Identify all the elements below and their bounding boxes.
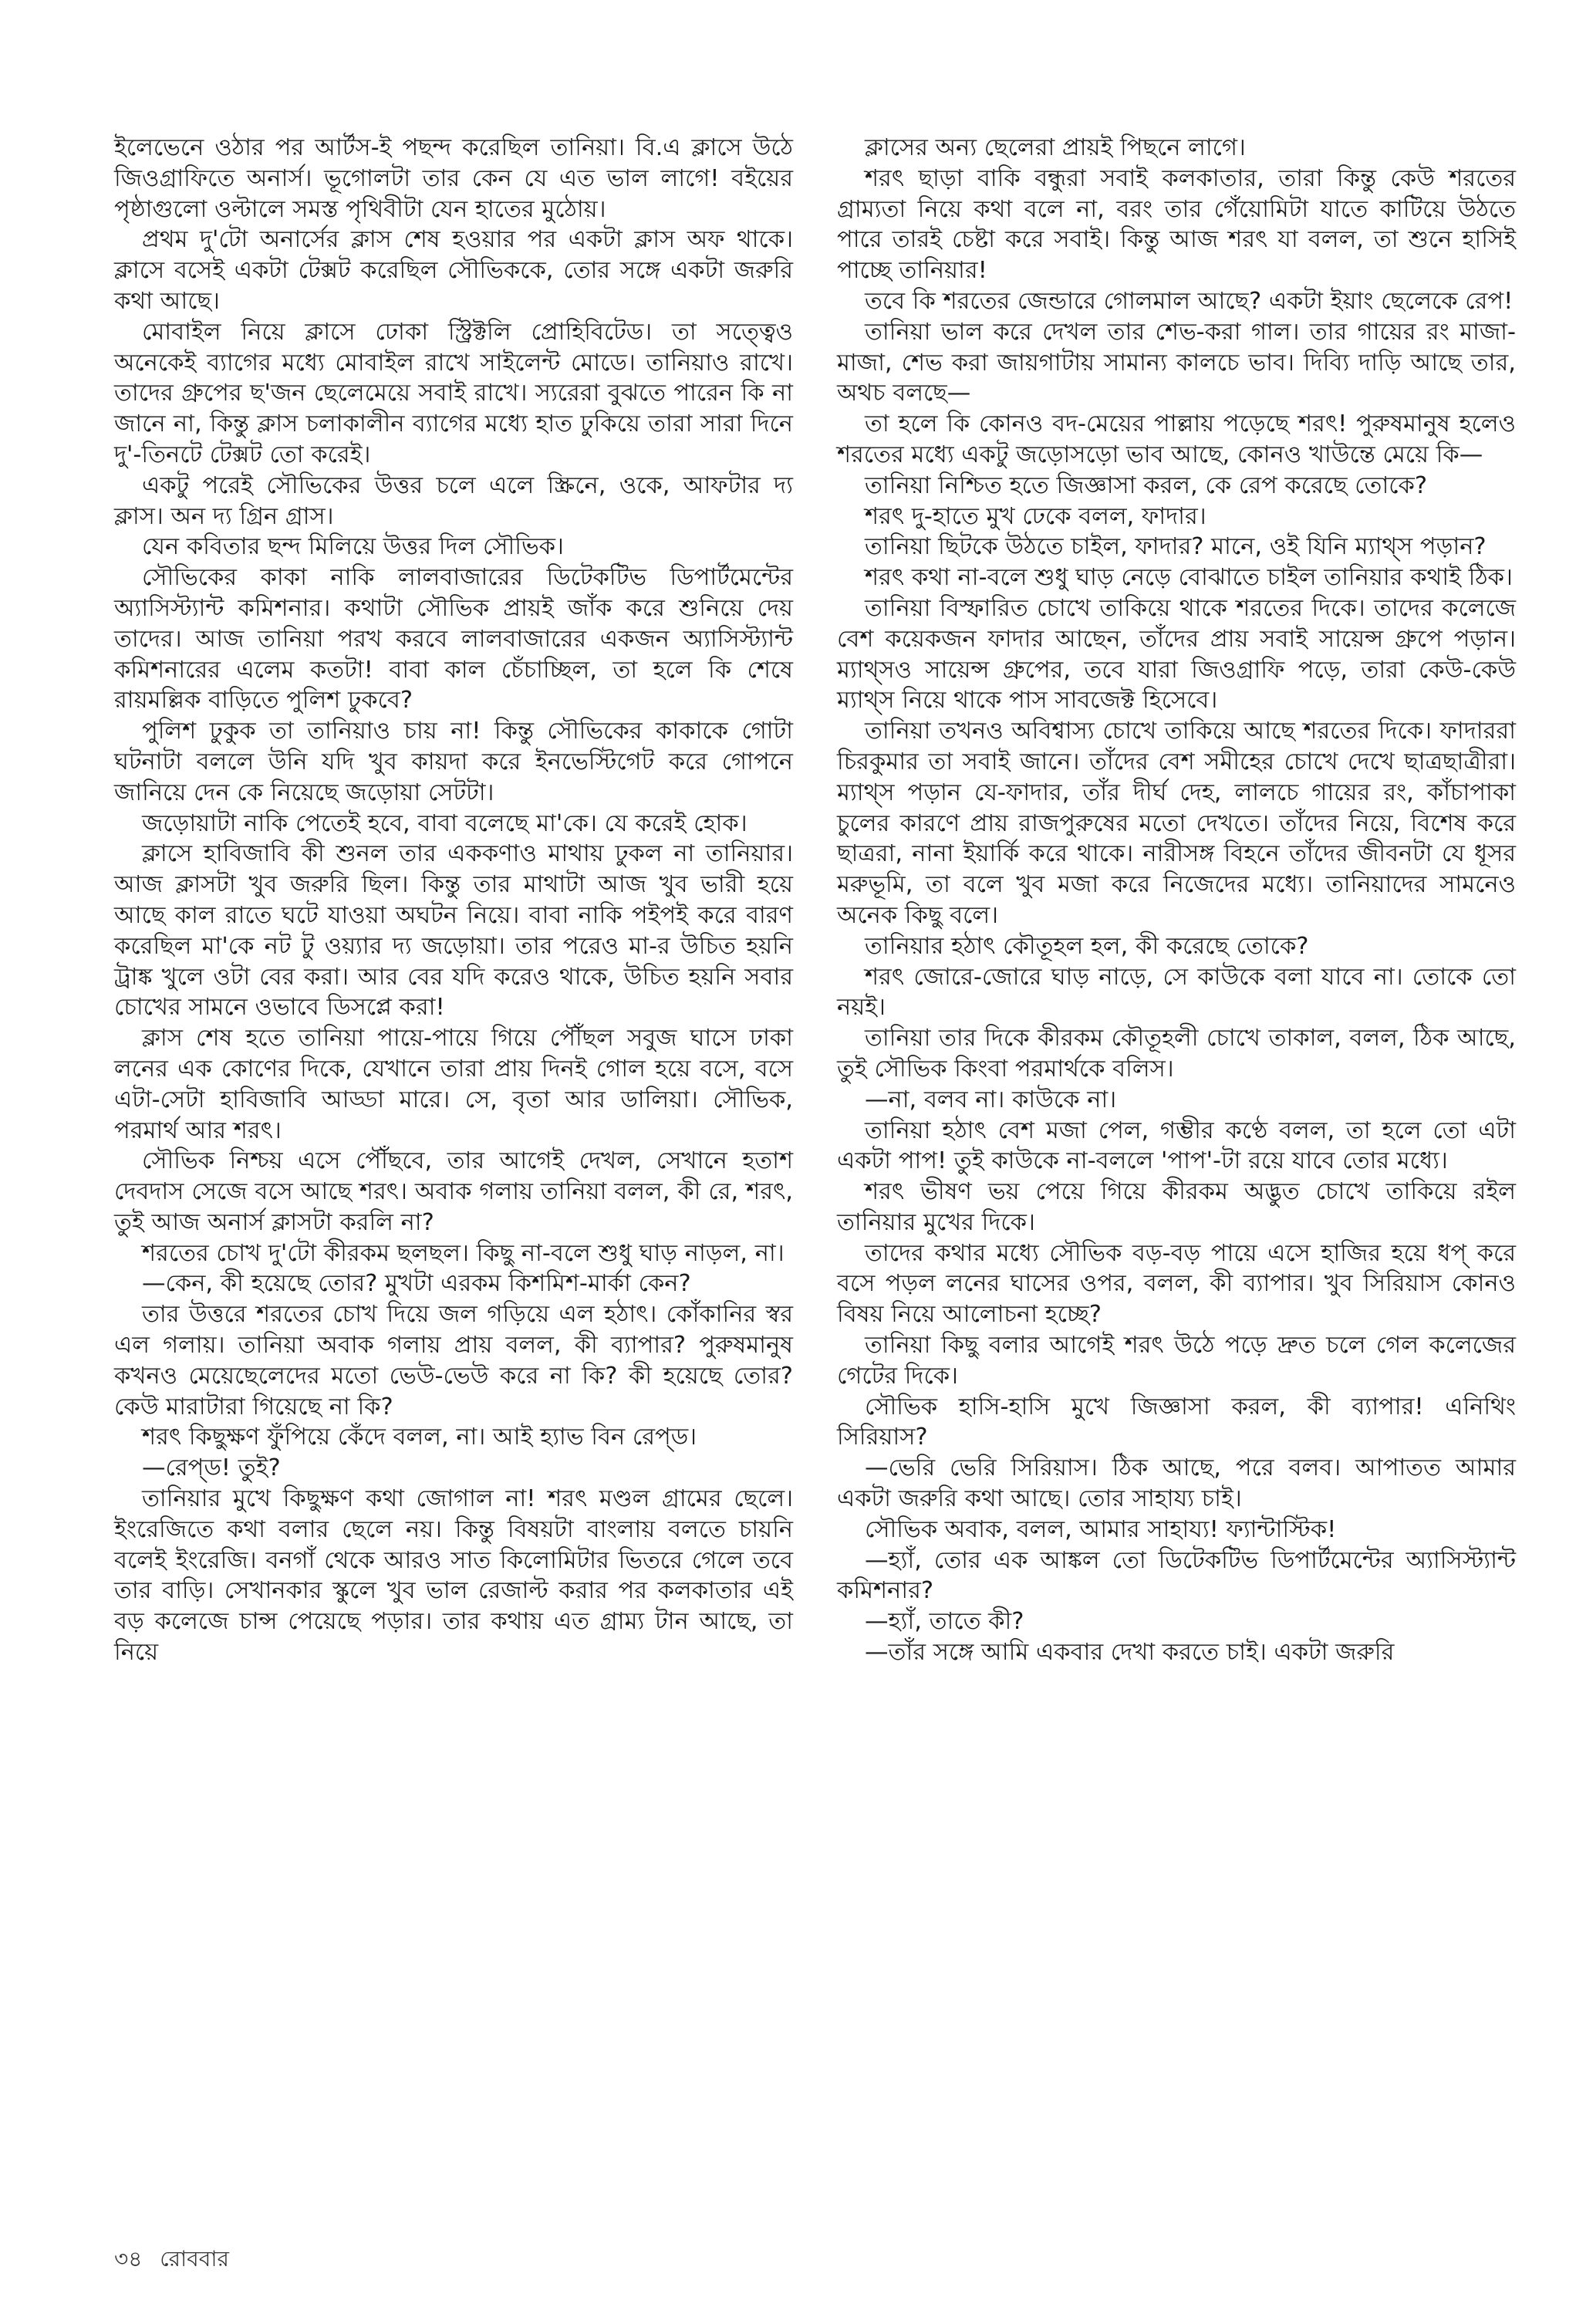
paragraph: তানিয়া কিছু বলার আগেই শরৎ উঠে পড়ে দ্রুত চলে গেল কলেজের গেটের দিকে।	[837, 1332, 1516, 1390]
paragraph: তানিয়া ভাল করে দেখল তার শেভ-করা গাল। তার গায়ের রং মাজা-মাজা, শেভ করা জায়গাটায় সামান্য কালচে ভাব। দিব্যি দাড়ি আছে তার, অথচ বলছে—	[837, 318, 1516, 407]
paragraph: —কেন, কী হয়েছে তোর? মুখটা এরকম কিশমিশ-মার্কা কেন?	[142, 1270, 691, 1298]
paragraph: শরৎ জোরে-জোরে ঘাড় নাড়ে, সে কাউকে বলা যাবে না। তোকে তো নয়ই।	[837, 963, 1516, 1022]
paragraph: শরৎ ছাড়া বাকি বন্ধুরা সবাই কলকাতার, তারা কিন্তু কেউ শরতের গ্রাম্যতা নিয়ে কথা বলে না, বরং তার গেঁয়োমিটা যাতে কাটিয়ে উঠতে পারে তারই চেষ্টা করে সবাই। কিন্তু আজ শরৎ যা বলল, তা শুনে হাসিই পাচ্ছে তানিয়ার!	[837, 164, 1516, 285]
paragraph: —হ্যাঁ, তোর এক আঙ্কল তো ডিটেকটিভ ডিপার্টমেন্টের অ্যাসিস্ট্যান্ট কমিশনার?	[837, 1546, 1516, 1605]
paragraph: সৌভিক অবাক, বলল, আমার সাহায্য! ফ্যান্টাস্টিক!	[865, 1515, 1337, 1543]
paragraph: তানিয়ার মুখে কিছুক্ষণ কথা জোগাল না! শরৎ মণ্ডল গ্রামের ছেলে। ইংরেজিতে কথা বলার ছেলে নয়। কিন্তু বিষয়টা বাংলায় বলতে চায়নি বলেই ইংরেজি। বনগাঁ থেকে আরও সাত কিলোমিটার ভিতরে গেলে তবে তার বাড়ি। সেখানকার স্কুলে খুব ভাল রেজাল্ট করার পর কলকাতার এই বড় কলেজে চান্স পেয়েছে পড়ার। তার কথায় এত গ্রাম্য টান আছে, তা নিয়ে	[114, 1485, 793, 1667]
paragraph: তবে কি শরতের জেন্ডারে গোলমাল আছে? একটা ইয়াং ছেলেকে রেপ!	[865, 287, 1514, 315]
paragraph: মোবাইল নিয়ে ক্লাসে ঢোকা স্ট্রিক্টলি প্রোহিবিটেড। তা সত্ত্বেও অনেকেই ব্যাগের মধ্যে মোবাইল রাখে সাইলেন্ট মোডে। তানিয়াও রাখে। তাদের গ্রুপের ছ'জন ছেলেমেয়ে সবাই রাখে। স্যরেরা বুঝতে পারেন কি না জানে না, কিন্তু ক্লাস চলাকালীন ব্যাগের মধ্যে হাত ঢুকিয়ে তারা সারা দিনে দু'-তিনটে টেক্সট তো করেই।	[114, 318, 793, 468]
right-text-column	[837, 133, 1516, 1668]
paragraph: শরৎ দু-হাতে মুখ ঢেকে বলল, ফাদার।	[865, 502, 1206, 530]
paragraph: সৌভিক হাসি-হাসি মুখে জিজ্ঞাসা করল, কী ব্যাপার! এনিথিং সিরিয়াস?	[837, 1393, 1516, 1451]
paragraph: যেন কবিতার ছন্দ মিলিয়ে উত্তর দিল সৌভিক।	[142, 533, 564, 561]
paragraph: —হ্যাঁ, তাতে কী?	[865, 1608, 1024, 1636]
paragraph: তানিয়া তার দিকে কীরকম কৌতূহলী চোখে তাকাল, বলল, ঠিক আছে, তুই সৌভিক কিংবা পরমার্থকে বলিস।	[837, 1025, 1516, 1083]
paragraph: তানিয়া ছিটকে উঠতে চাইল, ফাদার? মানে, ওই যিনি ম্যাথ্‌স পড়ান?	[865, 533, 1487, 561]
paragraph: শরৎ কিছুক্ষণ ফুঁপিয়ে কেঁদে বলল, না। আই হ্যাভ বিন রেপ্‌ড।	[142, 1424, 697, 1451]
paragraph: —না, বলব না। কাউকে না।	[865, 1086, 1117, 1113]
paragraph: তানিয়া হঠাৎ বেশ মজা পেল, গম্ভীর কণ্ঠে বলল, তা হলে তো এটা একটা পাপ! তুই কাউকে না-বললে 'পাপ'-টা রয়ে যাবে তোর মধ্যে।	[837, 1116, 1516, 1175]
paragraph: তানিয়া নিশ্চিত হতে জিজ্ঞাসা করল, কে রেপ করেছে তোকে?	[865, 471, 1428, 499]
page-footer	[114, 2242, 240, 2278]
paragraph: ক্লাস শেষ হতে তানিয়া পায়ে-পায়ে গিয়ে পৌঁছল সবুজ ঘাসে ঢাকা লনের এক কোণের দিকে, যেখানে তারা প্রায় দিনই গোল হয়ে বসে, বসে এটা-সেটা হাবিজাবি আড্ডা মারে। সে, বৃতা আর ডালিয়া। সৌভিক, পরমার্থ আর শরৎ।	[114, 1025, 793, 1144]
paragraph: —ভেরি ভেরি সিরিয়াস। ঠিক আছে, পরে বলব। আপাতত আমার একটা জরুরি কথা আছে। তোর সাহায্য চাই।	[837, 1454, 1516, 1513]
paragraph: পুলিশ ঢুকুক তা তানিয়াও চায় না! কিন্তু সৌভিকের কাকাকে গোটা ঘটনাটা বললে উনি যদি খুব কায়দা করে ইনভেস্টিগেট করে গোপনে জানিয়ে দেন কে নিয়েছে জড়োয়া সেটটা।	[114, 718, 793, 806]
paragraph: শরৎ কথা না-বলে শুধু ঘাড় নেড়ে বোঝাতে চাইল তানিয়ার কথাই ঠিক।	[865, 564, 1513, 592]
paragraph: তা হলে কি কোনও বদ-মেয়ের পাল্লায় পড়েছে শরৎ! পুরুষমানুষ হলেও শরতের মধ্যে একটু জড়োসড়ো ভাব আছে, কোনও খাউন্তে মেয়ে কি—	[837, 410, 1516, 468]
paragraph: সৌভিক নিশ্চয় এসে পৌঁছবে, তার আগেই দেখল, সেখানে হতাশ দেবদাস সেজে বসে আছে শরৎ। অবাক গলায় তানিয়া বলল, কী রে, শরৎ, তুই আজ অনার্স ক্লাসটা করলি না?	[114, 1147, 793, 1236]
paragraph: তানিয়ার হঠাৎ কৌতূহল হল, কী করেছে তোকে?	[865, 932, 1309, 960]
paragraph: জড়োয়াটা নাকি পেতেই হবে, বাবা বলেছে মা'কে। যে করেই হোক।	[142, 809, 748, 837]
paragraph: একটু পরেই সৌভিকের উত্তর চলে এলে স্ক্রিনে, ওকে, আফটার দ্য ক্লাস। অন দ্য গ্রিন গ্রাস।	[114, 471, 793, 530]
page-number: ৩৪	[114, 2246, 143, 2272]
paragraph: ক্লাসের অন্য ছেলেরা প্রায়ই পিছনে লাগে।	[865, 134, 1246, 161]
paragraph: প্রথম দু'টো অনার্সের ক্লাস শেষ হওয়ার পর একটা ক্লাস অফ থাকে। ক্লাসে বসেই একটা টেক্সট করেছিল সৌভিককে, তোর সঙ্গে একটা জরুরি কথা আছে।	[114, 226, 793, 315]
paragraph: শরতের চোখ দু'টো কীরকম ছলছল। কিছু না-বলে শুধু ঘাড় নাড়ল, না।	[142, 1239, 785, 1267]
paragraph: তার উত্তরে শরতের চোখ দিয়ে জল গড়িয়ে এল হঠাৎ। কোঁকানির স্বর এল গলায়। তানিয়া অবাক গলায় প্রায় বলল, কী ব্যাপার? পুরুষমানুষ কখনও মেয়েছেলেদের মতো ভেউ-ভেউ করে না কি? কী হয়েছে তোর? কেউ মারাটারা গিয়েছে না কি?	[114, 1301, 793, 1420]
paragraph: ইলেভেনে ওঠার পর আর্টস-ই পছন্দ করেছিল তানিয়া। বি.এ ক্লাসে উঠে জিওগ্রাফিতে অনার্স। ভূগোলটা তার কেন যে এত ভাল লাগে! বইয়ের পৃষ্ঠাগুলো ওল্টালে সমস্ত পৃথিবীটা যেন হাতের মুঠোয়।	[114, 134, 793, 223]
paragraph: সৌভিকের কাকা নাকি লালবাজারের ডিটেকটিভ ডিপার্টমেন্টের অ্যাসিস্ট্যান্ট কমিশনার। কথাটা সৌভিক প্রায়ই জাঁক করে শুনিয়ে দেয় তাদের। আজ তানিয়া পরখ করবে লালবাজারের একজন অ্যাসিস্ট্যান্ট কমিশনারের এলেম কতটা! বাবা কাল চেঁচাচ্ছিল, তা হলে কি শেষে রায়মল্লিক বাড়িতে পুলিশ ঢুকবে?	[114, 564, 793, 714]
paragraph: তানিয়া তখনও অবিশ্বাস্য চোখে তাকিয়ে আছে শরতের দিকে। ফাদাররা চিরকুমার তা সবাই জানে। তাঁদের বেশ সমীহের চোখে দেখে ছাত্রছাত্রীরা। ম্যাথ্‌স পড়ান যে-ফাদার, তাঁর দীর্ঘ দেহ, লালচে গায়ের রং, কাঁচাপাকা চুলের কারণে প্রায় রাজপুরুষের মতো দেখতে। তাঁদের নিয়ে, বিশেষ করে ছাত্ররা, নানা ইয়ার্কি করে থাকে। নারীসঙ্গ বিহনে তাঁদের জীবনটা যে ধূসর মরুভূমি, তা বলে খুব মজা করে নিজেদের মধ্যে। তানিয়াদের সামনেও অনেক কিছু বলে।	[837, 718, 1516, 929]
paragraph: —তাঁর সঙ্গে আমি একবার দেখা করতে চাই। একটা জরুরি	[865, 1639, 1395, 1667]
paragraph: শরৎ ভীষণ ভয় পেয়ে গিয়ে কীরকম অদ্ভুত চোখে তাকিয়ে রইল তানিয়ার মুখের দিকে।	[837, 1178, 1516, 1236]
publication-name: রোববার	[160, 2246, 229, 2272]
paragraph: তাদের কথার মধ্যে সৌভিক বড়-বড় পায়ে এসে হাজির হয়ে ধপ্ করে বসে পড়ল লনের ঘাসের ওপর, বলল, কী ব্যাপার। খুব সিরিয়াস কোনও বিষয় নিয়ে আলোচনা হচ্ছে?	[837, 1239, 1516, 1329]
left-text-column	[114, 133, 793, 1668]
paragraph: —রেপ্‌ড! তুই?	[142, 1454, 281, 1482]
paragraph: ক্লাসে হাবিজাবি কী শুনল তার এককণাও মাথায় ঢুকল না তানিয়ার। আজ ক্লাসটা খুব জরুরি ছিল। কিন্তু তার মাথাটা আজ খুব ভারী হয়ে আছে কাল রাতে ঘটে যাওয়া অঘটন নিয়ে। বাবা নাকি পইপই করে বারণ করেছিল মা'কে নট টু ওয়্যার দ্য জড়োয়া। তার পরেও মা-র উচিত হয়নি ট্রাঙ্ক খুলে ওটা বের করা। আর বের যদি করেও থাকে, উচিত হয়নি সবার চোখের সামনে ওভাবে ডিসপ্লে করা!	[114, 840, 793, 1022]
paragraph: তানিয়া বিস্ফারিত চোখে তাকিয়ে থাকে শরতের দিকে। তাদের কলেজে বেশ কয়েকজন ফাদার আছেন, তাঁদের প্রায় সবাই সায়েন্স গ্রুপে পড়ান। ম্যাথ্‌সও সায়েন্স গ্রুপের, তবে যারা জিওগ্রাফি পড়ে, তারা কেউ-কেউ ম্যাথ্‌স নিয়ে থাকে পাস সাবজেক্ট হিসেবে।	[837, 594, 1516, 714]
